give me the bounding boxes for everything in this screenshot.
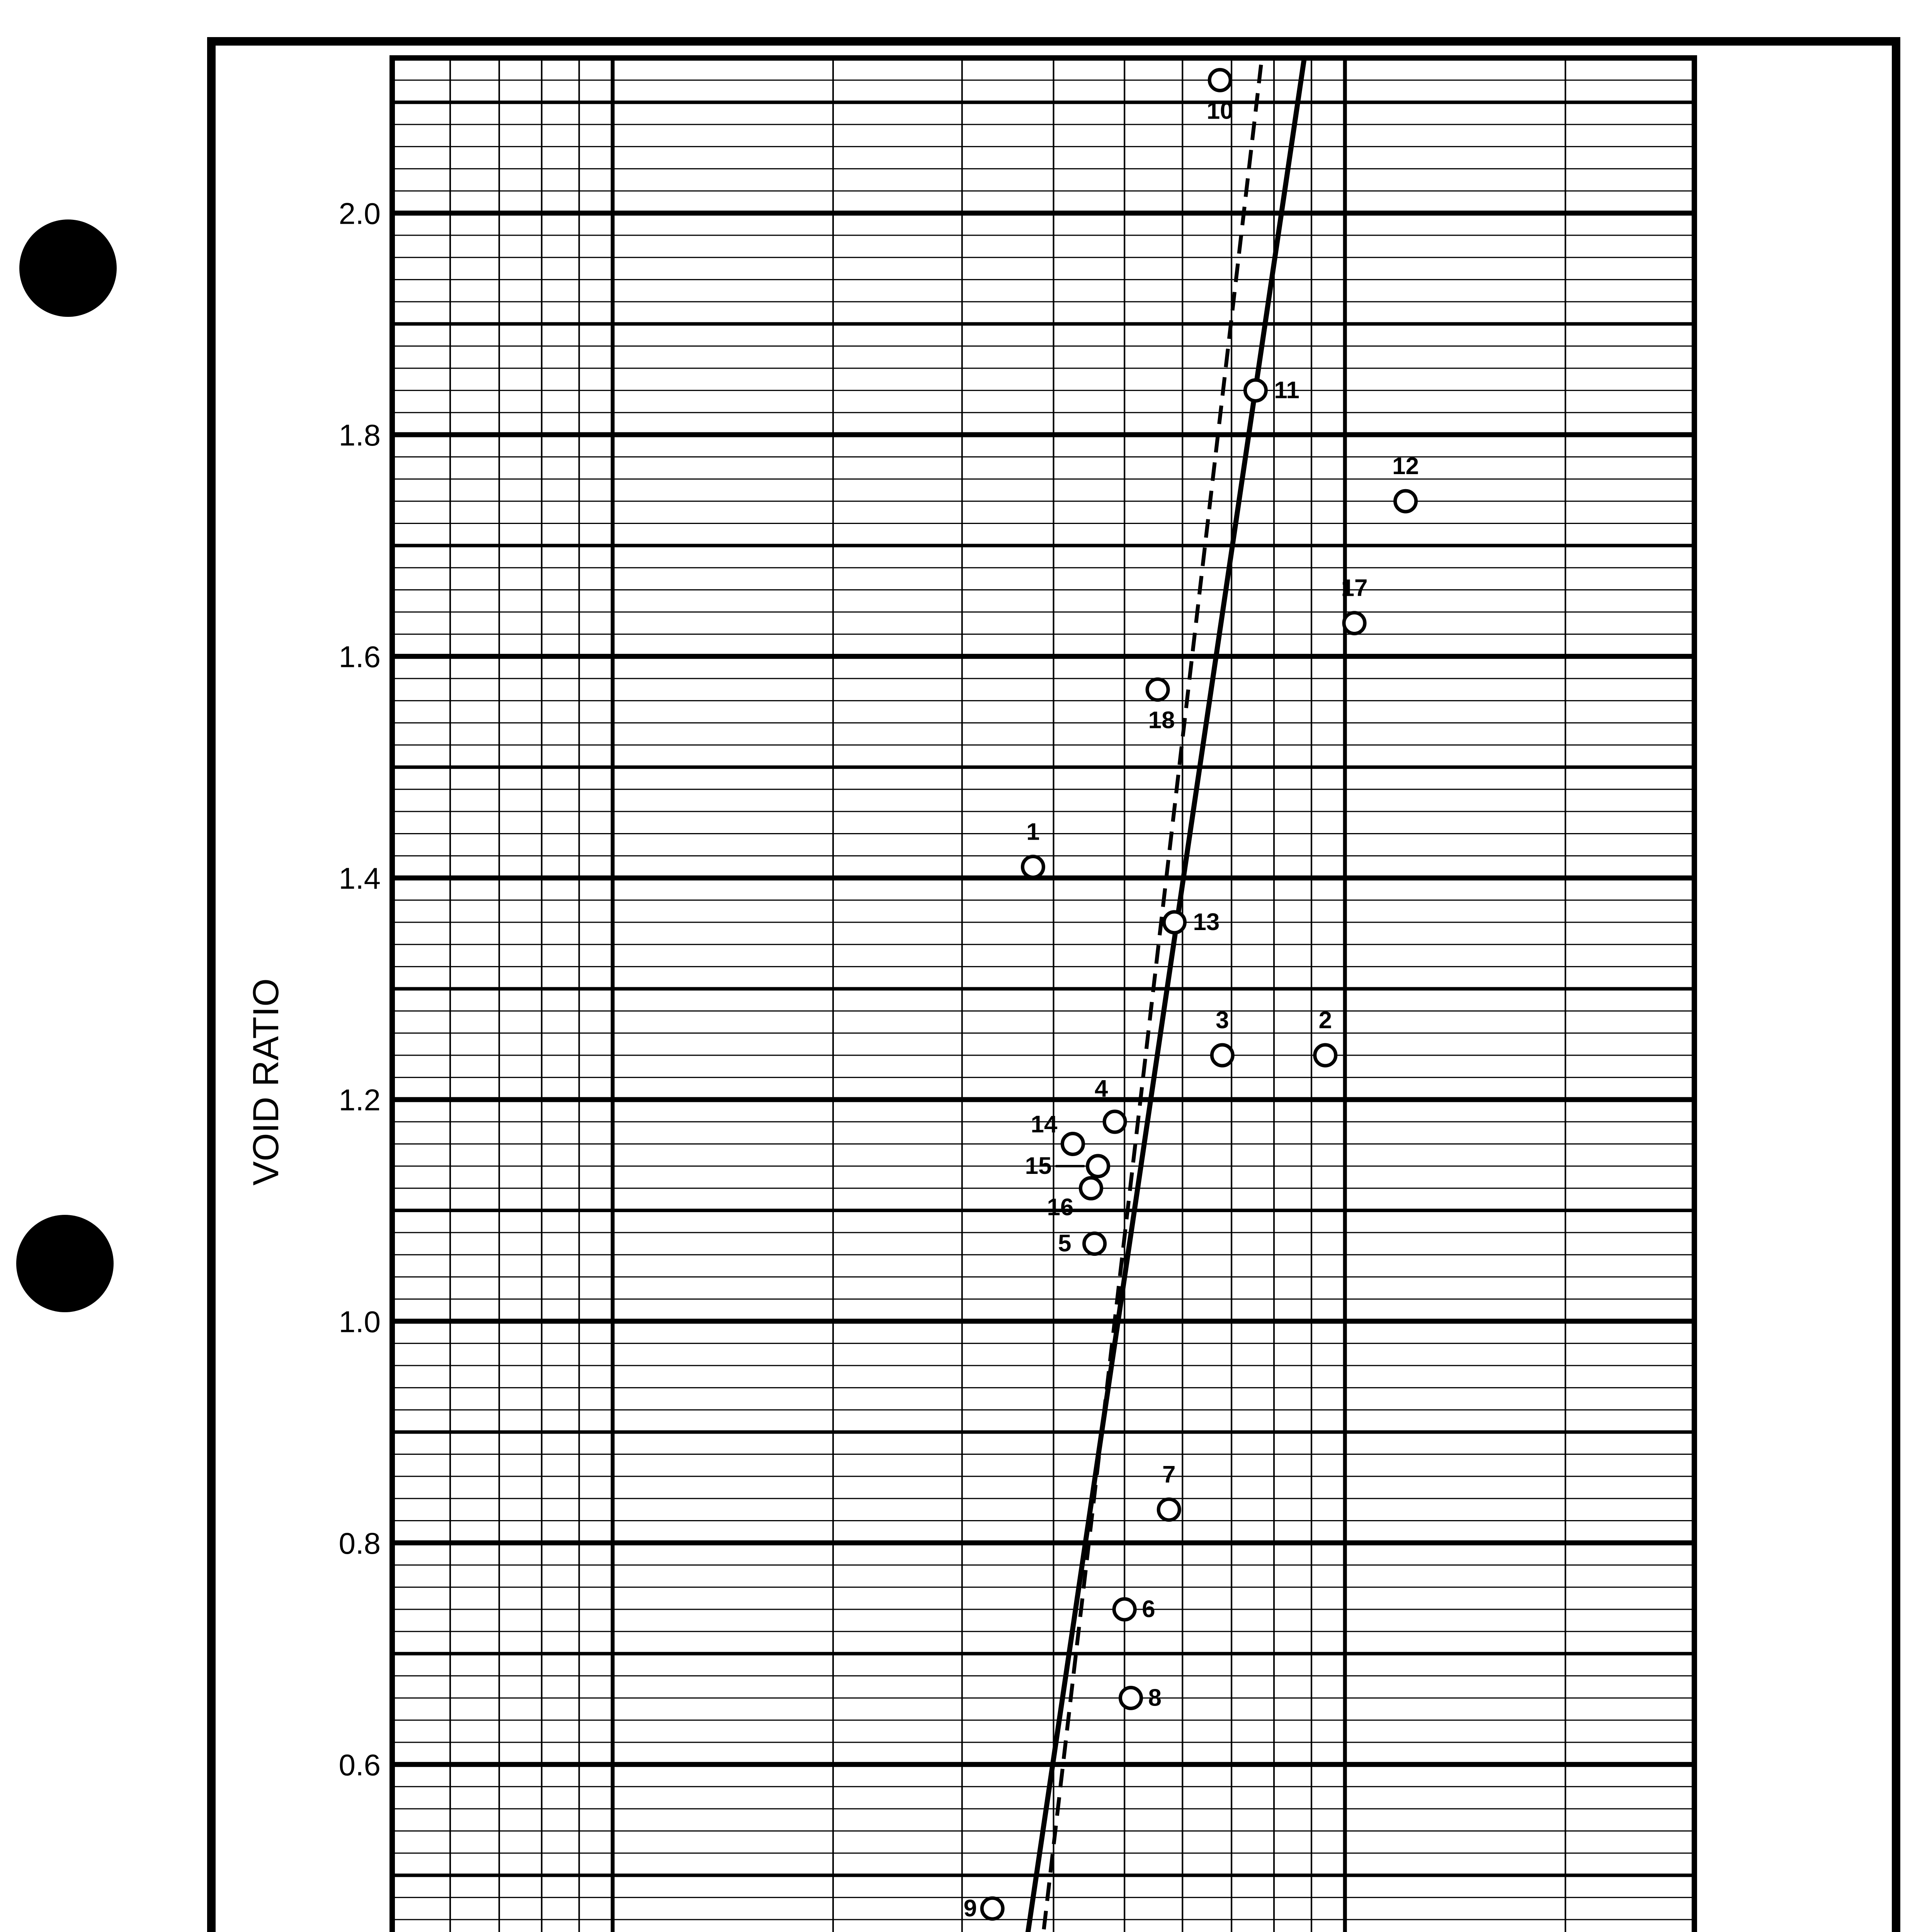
data-points	[964, 70, 1419, 1922]
y-tick-label: 1.4	[338, 861, 381, 896]
binder-hole-top	[19, 219, 117, 317]
data-point-marker	[1245, 380, 1266, 401]
y-tick-label: 1.6	[338, 639, 381, 674]
regression-lines	[1020, 58, 1304, 1932]
data-point-label: 18	[1148, 707, 1175, 734]
data-point-label: 7	[1162, 1461, 1176, 1488]
data-point-marker	[1212, 1045, 1233, 1066]
data-point-marker	[1121, 1687, 1141, 1708]
data-point-label: 3	[1216, 1007, 1229, 1034]
data-point-marker	[1114, 1599, 1135, 1620]
data-point-label: 17	[1341, 575, 1368, 602]
data-point-label: 14	[1031, 1111, 1058, 1138]
data-point-label: 4	[1094, 1075, 1108, 1102]
data-point-marker	[1022, 857, 1043, 878]
binder-hole-middle	[16, 1215, 114, 1312]
data-point-label: 9	[963, 1895, 977, 1922]
data-point-label: 12	[1392, 453, 1419, 480]
regression-line-tailing-fines	[1020, 58, 1304, 1932]
data-point-marker	[1344, 613, 1365, 634]
data-point-marker	[982, 1898, 1003, 1919]
grid-lines	[392, 58, 1694, 1932]
y-tick-label: 0.8	[338, 1526, 381, 1560]
data-point-label: 5	[1058, 1230, 1071, 1257]
data-point-label: 16	[1047, 1194, 1074, 1221]
data-point-label: 8	[1148, 1684, 1162, 1711]
data-point-marker	[1147, 679, 1168, 700]
data-point-label: 1	[1026, 818, 1040, 845]
data-point-marker	[1315, 1045, 1336, 1066]
data-point-marker	[1104, 1111, 1125, 1132]
data-point-marker	[1164, 912, 1185, 933]
data-point-label: 6	[1142, 1595, 1155, 1622]
data-point-label: 13	[1193, 908, 1220, 935]
y-tick-label: 2.0	[338, 196, 381, 231]
data-point-marker	[1084, 1233, 1105, 1254]
plot-area	[339, 58, 1736, 1932]
y-tick-label: 1.0	[338, 1304, 381, 1339]
y-tick-label: 1.2	[338, 1083, 381, 1117]
data-point-marker	[1081, 1178, 1102, 1199]
data-point-marker	[1158, 1499, 1179, 1520]
data-point-marker	[1209, 70, 1230, 90]
data-point-label: 11	[1274, 377, 1299, 404]
y-tick-label: 0.6	[338, 1748, 381, 1782]
y-tick-labels	[339, 196, 381, 1932]
y-tick-label: 1.8	[338, 418, 381, 452]
data-point-label: 2	[1318, 1007, 1332, 1034]
y-axis-label: VOID RATIO	[245, 978, 286, 1186]
data-point-label: 15	[1025, 1152, 1052, 1179]
data-point-marker	[1062, 1133, 1083, 1154]
plot-frame	[392, 58, 1694, 1932]
data-point-marker	[1088, 1156, 1109, 1177]
data-point-marker	[1395, 491, 1416, 512]
data-point-label: 10	[1206, 97, 1233, 124]
